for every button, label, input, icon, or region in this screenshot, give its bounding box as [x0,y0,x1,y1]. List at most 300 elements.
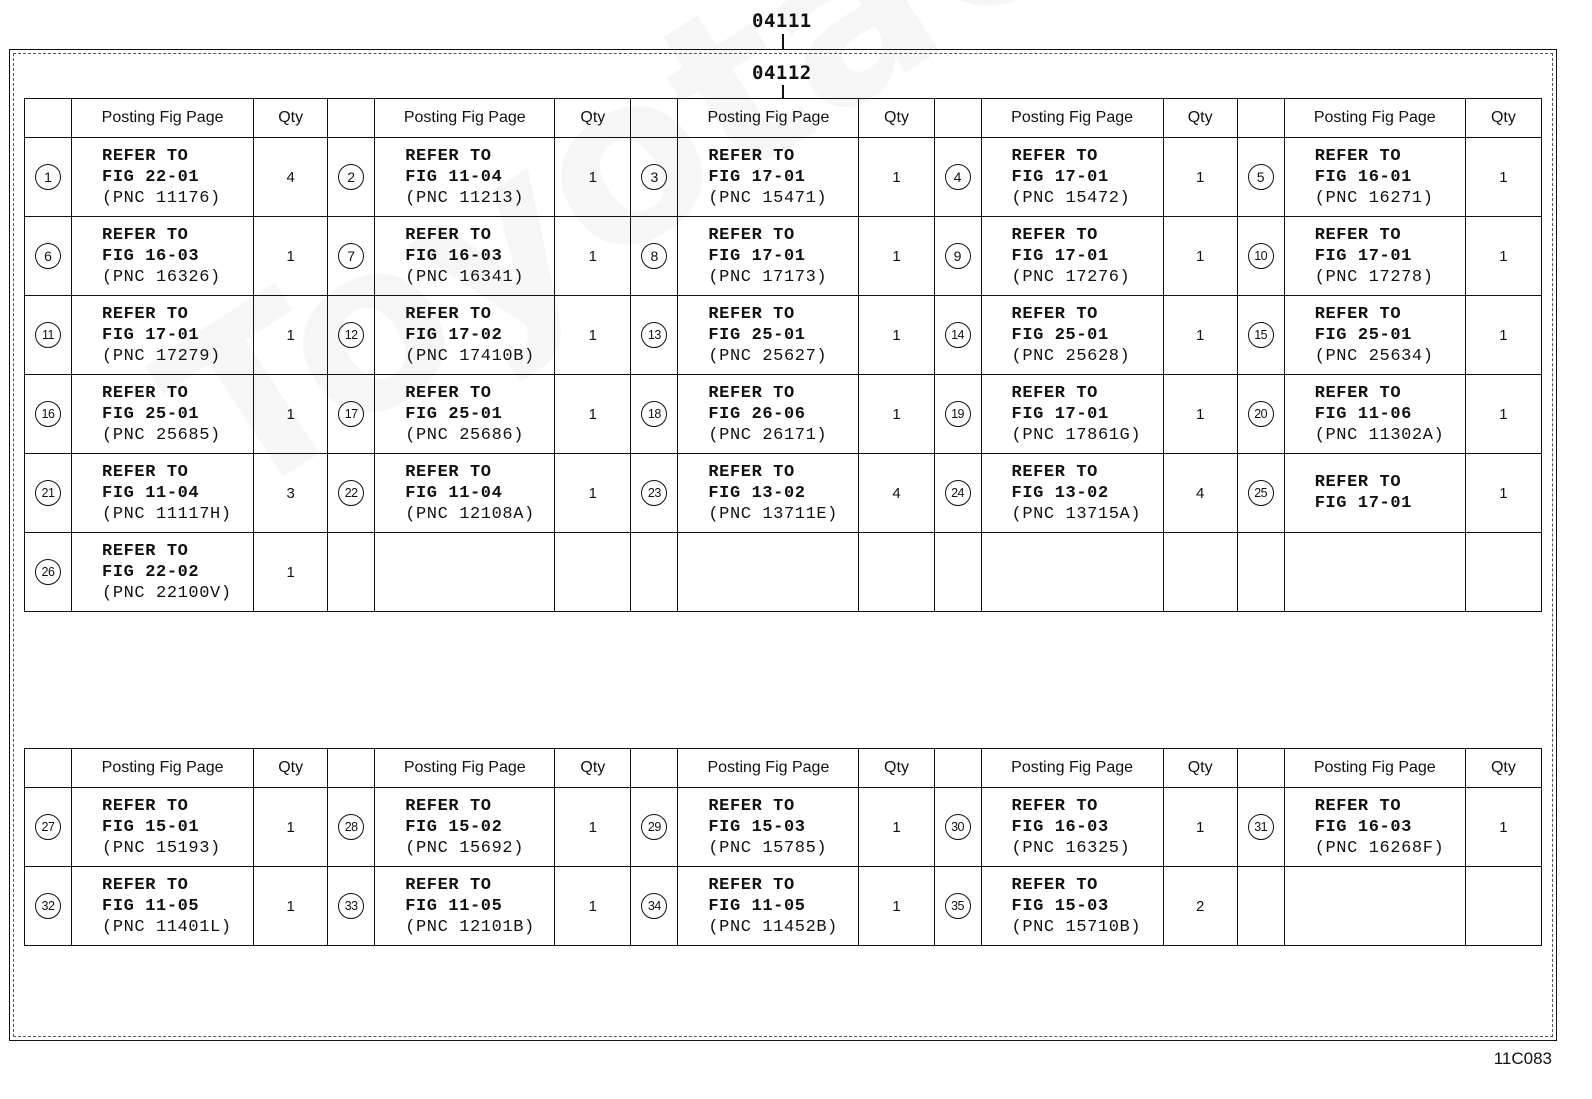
item-number-badge: 14 [945,322,971,348]
fig-reference: FIG 17-01 [1011,167,1109,187]
label-04111: 04111 [752,10,812,32]
qty-value: 1 [892,818,901,836]
qty-value: 1 [1195,405,1205,423]
posting-cell [678,454,859,533]
qty-value: 1 [286,326,295,344]
posting-cell [1284,867,1465,946]
pnc-reference: (PNC 25628) [1011,346,1131,366]
fig-reference: FIG 25-01 [1314,325,1412,345]
fig-reference: FIG 16-03 [405,246,503,266]
item-number-badge: 2 [338,164,364,190]
item-number-cell [25,217,72,296]
qty-cell [859,375,934,454]
fig-reference: FIG 17-01 [1314,494,1412,513]
fig-reference: FIG 17-01 [1314,246,1412,266]
header-posting-fig-page: Posting Fig Page [1284,99,1465,138]
item-number-cell [25,533,72,612]
item-number-badge: 13 [641,322,667,348]
refer-to-text: REFER TO [405,875,492,895]
leader-line-04112 [782,85,784,99]
fig-reference: FIG 17-01 [708,167,806,187]
pnc-reference: (PNC 16271) [1314,188,1434,208]
posting-cell [375,867,555,946]
reference-block [708,462,858,525]
header-row [25,99,1542,138]
pnc-reference: (PNC 16268F) [1314,838,1445,858]
item-number-cell [934,533,981,612]
header-qty: Qty [555,749,631,788]
fig-reference: FIG 16-03 [102,246,200,266]
reference-block [405,875,554,938]
item-number-cell [934,788,981,867]
item-number-badge: 6 [35,243,61,269]
item-number-cell [934,138,981,217]
pnc-reference: (PNC 25634) [1314,346,1434,366]
refer-to-text: REFER TO [102,875,189,895]
refer-to-text: REFER TO [102,146,189,166]
pnc-reference: (PNC 15710B) [1011,917,1142,937]
header-no-cell [934,99,981,138]
item-number-cell [1237,296,1284,375]
posting-cell [375,375,555,454]
refer-to-text: REFER TO [102,383,189,403]
posting-cell [1284,533,1465,612]
fig-reference: FIG 13-02 [708,483,806,503]
reference-block [405,225,554,288]
item-number-badge: 7 [338,243,364,269]
qty-value: 1 [1499,326,1508,344]
posting-cell [1284,217,1465,296]
refer-to-text: REFER TO [1314,383,1402,403]
qty-cell [1163,533,1237,612]
posting-cell [981,217,1163,296]
pnc-reference: (PNC 11213) [405,188,525,208]
posting-cell [375,454,555,533]
qty-cell [859,138,934,217]
reference-block [405,146,554,209]
parts-table-1 [24,98,1542,612]
reference-block [708,383,858,446]
qty-value: 1 [892,326,901,344]
refer-to-text: REFER TO [1011,796,1098,816]
item-number-badge: 4 [945,164,971,190]
refer-to-text: REFER TO [1314,225,1402,245]
fig-reference: FIG 11-04 [405,167,503,187]
qty-value: 1 [892,405,901,423]
qty-cell [1465,788,1541,867]
qty-cell [1163,454,1237,533]
posting-cell [678,867,859,946]
reference-block [1315,383,1465,446]
posting-cell [981,867,1163,946]
pnc-reference: (PNC 15472) [1011,188,1131,208]
reference-block [405,462,554,525]
qty-cell [254,867,328,946]
item-number-cell [934,296,981,375]
pnc-reference: (PNC 16325) [1011,838,1131,858]
posting-cell [375,788,555,867]
qty-cell [555,788,631,867]
refer-to-text: REFER TO [102,304,189,324]
refer-to-text: REFER TO [405,462,492,482]
table-row [25,375,1542,454]
fig-reference: FIG 16-03 [1314,817,1412,837]
qty-value: 1 [1499,405,1508,423]
qty-value: 1 [588,326,597,344]
refer-to-text: REFER TO [1011,875,1098,895]
header-no-cell [25,749,72,788]
fig-reference: FIG 17-01 [102,325,200,345]
fig-reference: FIG 11-05 [708,896,806,916]
pnc-reference: (PNC 11117H) [102,504,232,524]
item-number-badge: 30 [945,814,971,840]
item-number-cell [1237,867,1284,946]
qty-cell [254,296,328,375]
posting-cell [1284,375,1465,454]
reference-block [1012,796,1163,859]
qty-cell [1163,217,1237,296]
fig-reference: FIG 15-02 [405,817,503,837]
item-number-cell [328,867,375,946]
qty-cell [555,217,631,296]
qty-cell [555,375,631,454]
reference-block [708,796,858,859]
item-number-cell [631,867,678,946]
qty-cell [254,533,328,612]
qty-cell [254,217,328,296]
qty-value: 1 [892,247,901,265]
item-number-cell [1237,788,1284,867]
fig-reference: FIG 16-01 [1314,167,1412,187]
refer-to-text: REFER TO [708,383,795,403]
pnc-reference: (PNC 17173) [708,267,828,287]
reference-block [1315,146,1465,209]
item-number-cell [631,533,678,612]
refer-to-text: REFER TO [1011,462,1098,482]
posting-cell [678,217,859,296]
posting-cell [678,375,859,454]
pnc-reference: (PNC 25686) [405,425,525,445]
qty-cell [254,375,328,454]
item-number-cell [25,138,72,217]
posting-cell [1284,138,1465,217]
item-number-badge: 34 [641,893,667,919]
pnc-reference: (PNC 15193) [102,838,221,858]
qty-cell [859,454,934,533]
qty-cell [1465,533,1541,612]
qty-value: 1 [1195,247,1205,265]
header-qty: Qty [1163,749,1237,788]
item-number-cell [1237,454,1284,533]
table-row [25,296,1542,375]
fig-reference: FIG 25-01 [1011,325,1109,345]
reference-block [102,875,253,938]
reference-block [1012,875,1163,938]
posting-cell [981,296,1163,375]
item-number-cell [25,454,72,533]
posting-cell [981,533,1163,612]
item-number-badge: 31 [1248,814,1274,840]
leader-line-04111 [782,34,784,49]
header-posting-fig-page: Posting Fig Page [1284,749,1465,788]
item-number-badge: 19 [945,401,971,427]
fig-reference: FIG 15-03 [708,817,806,837]
item-number-cell [631,375,678,454]
pnc-reference: (PNC 12101B) [405,917,535,937]
item-number-cell [631,138,678,217]
reference-block [708,146,858,209]
reference-block [1315,796,1465,859]
reference-block [405,383,554,446]
qty-value: 1 [286,897,295,915]
qty-value: 3 [286,484,295,502]
table-row [25,533,1542,612]
header-posting-fig-page: Posting Fig Page [72,99,254,138]
reference-block [102,304,253,367]
fig-reference: FIG 25-01 [102,404,200,424]
pnc-reference: (PNC 25627) [708,346,828,366]
refer-to-text: REFER TO [1314,796,1402,816]
posting-cell [375,138,555,217]
qty-value: 4 [286,168,295,186]
item-number-badge: 18 [641,401,667,427]
reference-block [1315,304,1465,367]
qty-value: 1 [286,405,295,423]
reference-block [1012,462,1163,525]
qty-value: 1 [286,818,295,836]
table-row [25,788,1542,867]
reference-block [102,146,253,209]
qty-cell [555,296,631,375]
qty-cell [1465,867,1541,946]
qty-value: 1 [588,247,597,265]
qty-cell [1163,296,1237,375]
item-number-cell [631,296,678,375]
refer-to-text: REFER TO [102,462,189,482]
fig-reference: FIG 11-05 [405,896,503,916]
reference-block [102,462,253,525]
reference-block [1012,146,1163,209]
refer-to-text: REFER TO [102,541,189,561]
refer-to-text: REFER TO [405,304,492,324]
item-number-badge: 32 [35,893,61,919]
qty-cell [1465,296,1541,375]
posting-cell [72,217,254,296]
header-posting-fig-page: Posting Fig Page [375,99,555,138]
qty-value: 4 [1195,484,1205,502]
item-number-cell [1237,138,1284,217]
qty-value: 1 [1195,168,1205,186]
item-number-badge: 20 [1248,401,1274,427]
pnc-reference: (PNC 13715A) [1011,504,1142,524]
table-row [25,454,1542,533]
item-number-cell [631,788,678,867]
posting-cell [1284,454,1465,533]
item-number-badge: 8 [641,243,667,269]
reference-block [1012,304,1163,367]
qty-cell [859,296,934,375]
qty-value: 1 [1499,168,1508,186]
pnc-reference: (PNC 11452B) [708,917,838,937]
refer-to-text: REFER TO [1011,146,1098,166]
pnc-reference: (PNC 15471) [708,188,828,208]
pnc-reference: (PNC 12108A) [405,504,535,524]
pnc-reference: (PNC 16326) [102,267,221,287]
qty-cell [1465,454,1541,533]
qty-value: 1 [286,247,295,265]
pnc-reference: (PNC 17279) [102,346,221,366]
refer-to-text: REFER TO [1314,304,1402,324]
fig-reference: FIG 11-04 [102,483,200,503]
posting-cell [72,375,254,454]
item-number-badge: 3 [641,164,667,190]
item-number-badge: 23 [641,480,667,506]
posting-cell [678,533,859,612]
item-number-badge: 24 [945,480,971,506]
parts-table-2 [24,748,1542,946]
fig-reference: FIG 17-02 [405,325,503,345]
header-posting-fig-page: Posting Fig Page [981,749,1163,788]
qty-cell [555,138,631,217]
item-number-cell [328,138,375,217]
item-number-cell [328,217,375,296]
qty-cell [254,788,328,867]
header-no-cell [25,99,72,138]
item-number-cell [328,788,375,867]
header-qty: Qty [859,749,934,788]
item-number-badge: 12 [338,322,364,348]
item-number-cell [25,867,72,946]
posting-cell [1284,788,1465,867]
item-number-badge: 1 [35,164,61,190]
posting-cell [981,138,1163,217]
pnc-reference: (PNC 15692) [405,838,525,858]
pnc-reference: (PNC 26171) [708,425,828,445]
fig-reference: FIG 15-03 [1011,896,1109,916]
refer-to-text: REFER TO [708,875,795,895]
refer-to-text: REFER TO [708,146,795,166]
header-no-cell [328,99,375,138]
item-number-badge: 35 [945,893,971,919]
posting-cell [72,138,254,217]
item-number-cell [934,375,981,454]
header-posting-fig-page: Posting Fig Page [981,99,1163,138]
qty-value: 1 [1499,247,1508,265]
item-number-cell [328,375,375,454]
qty-value: 1 [1499,484,1508,502]
item-number-cell [328,296,375,375]
qty-cell [1163,138,1237,217]
posting-cell [72,867,254,946]
qty-value: 1 [588,405,597,423]
qty-cell [1465,217,1541,296]
reference-block [405,304,554,367]
header-no-cell [631,749,678,788]
qty-value: 1 [588,484,597,502]
posting-cell [678,788,859,867]
header-posting-fig-page: Posting Fig Page [375,749,555,788]
qty-cell [859,533,934,612]
item-number-cell [328,533,375,612]
item-number-badge: 21 [35,480,61,506]
item-number-cell [328,454,375,533]
qty-value: 1 [588,818,597,836]
qty-cell [1163,867,1237,946]
reference-block [1012,225,1163,288]
qty-value: 4 [892,484,901,502]
refer-to-text: REFER TO [708,304,795,324]
header-posting-fig-page: Posting Fig Page [72,749,254,788]
refer-to-text: REFER TO [102,225,189,245]
refer-to-text: REFER TO [1314,146,1402,166]
posting-cell [981,454,1163,533]
refer-to-text: REFER TO [708,225,795,245]
posting-cell [981,788,1163,867]
item-number-badge: 10 [1248,243,1274,269]
header-no-cell [328,749,375,788]
label-04112: 04112 [752,62,812,84]
table-row [25,867,1542,946]
qty-value: 1 [1195,818,1205,836]
reference-block [102,383,253,446]
pnc-reference: (PNC 17861G) [1011,425,1142,445]
fig-reference: FIG 16-03 [1011,817,1109,837]
header-qty: Qty [254,99,328,138]
fig-reference: FIG 17-01 [1011,246,1109,266]
header-qty: Qty [555,99,631,138]
qty-cell [555,454,631,533]
qty-cell [1163,375,1237,454]
pnc-reference: (PNC 13711E) [708,504,838,524]
item-number-cell [25,296,72,375]
reference-block [102,541,253,604]
item-number-cell [934,867,981,946]
qty-cell [254,454,328,533]
posting-cell [375,296,555,375]
pnc-reference: (PNC 11401L) [102,917,232,937]
posting-cell [678,138,859,217]
item-number-badge: 26 [35,559,61,585]
refer-to-text: REFER TO [405,796,492,816]
header-qty: Qty [1163,99,1237,138]
qty-cell [1465,375,1541,454]
fig-reference: FIG 15-01 [102,817,200,837]
header-posting-fig-page: Posting Fig Page [678,99,859,138]
reference-block [708,875,858,938]
qty-cell [1465,138,1541,217]
item-number-badge: 25 [1248,480,1274,506]
fig-reference: FIG 17-01 [708,246,806,266]
item-number-cell [1237,375,1284,454]
reference-block [708,225,858,288]
reference-block [102,225,253,288]
qty-cell [555,867,631,946]
item-number-badge: 29 [641,814,667,840]
item-number-badge: 27 [35,814,61,840]
qty-value: 1 [892,897,901,915]
refer-to-text: REFER TO [1011,304,1098,324]
posting-cell [1284,296,1465,375]
pnc-reference: (PNC 16341) [405,267,525,287]
item-number-cell [1237,533,1284,612]
item-number-cell [934,217,981,296]
fig-reference: FIG 11-06 [1314,404,1412,424]
fig-reference: FIG 25-01 [708,325,806,345]
header-row [25,749,1542,788]
item-number-cell [934,454,981,533]
posting-cell [72,454,254,533]
item-number-cell [25,375,72,454]
